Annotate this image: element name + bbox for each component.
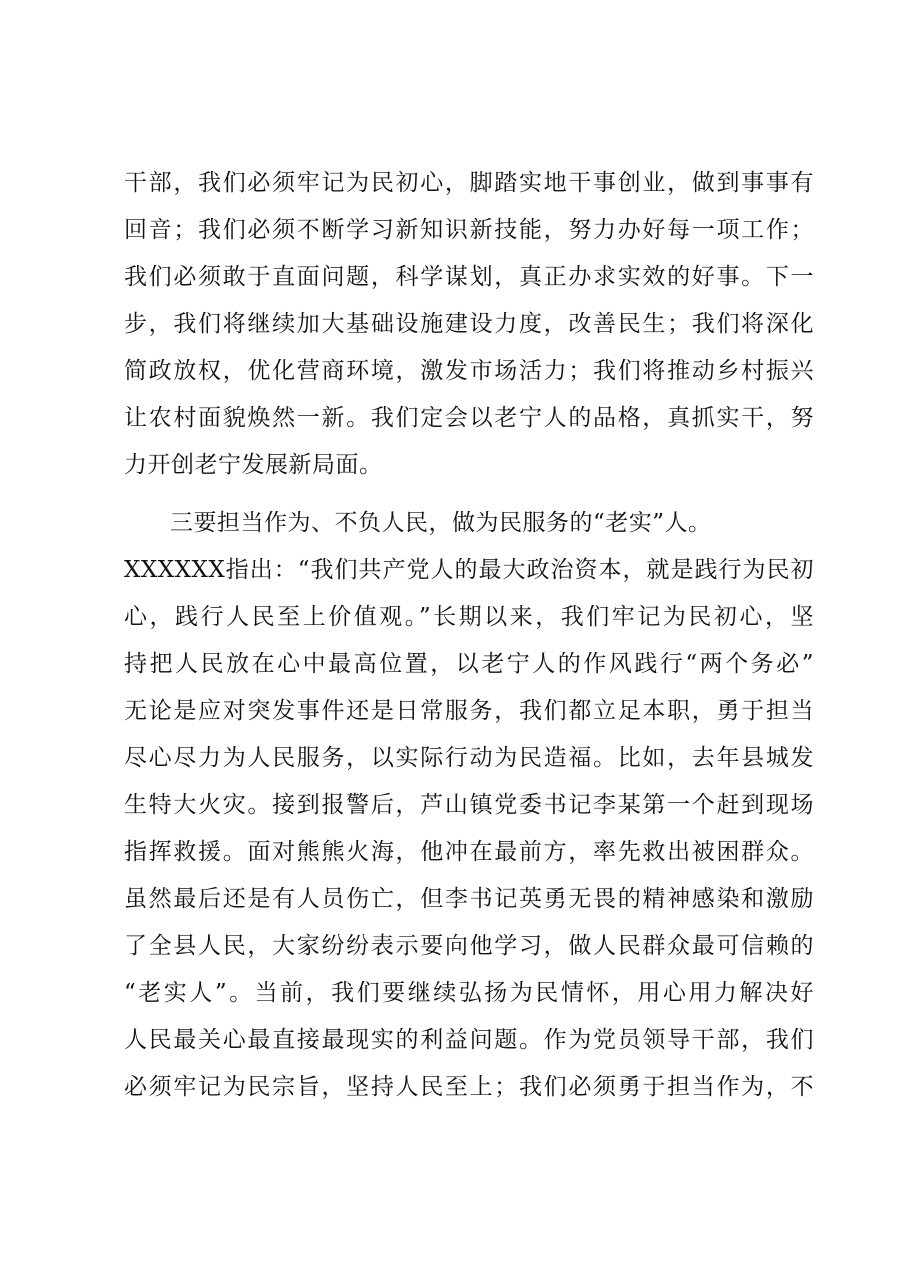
text-line: 让农村面貌焕然一新。我们定会以老宁人的品格，真抓实干，努 (124, 405, 814, 431)
paragraph-three (124, 500, 814, 1111)
text-line: 指挥救援。面对熊熊火海，他冲在最前方，率先救出被困群众。 (124, 839, 814, 865)
text-line: 必须牢记为民宗旨，坚持人民至上；我们必须勇于担当作为，不 (124, 1074, 814, 1100)
text-line: 无论是应对突发事件还是日常服务，我们都立足本职，勇于担当 (124, 698, 814, 724)
text-line: 简政放权，优化营商环境，激发市场活力；我们将推动乡村振兴 (124, 358, 814, 384)
text-line: 力开创老宁发展新局面。 (124, 452, 383, 478)
text-line: 了全县人民，大家纷纷表示要向他学习，做人民群众最可信赖的 (124, 933, 814, 959)
text-line: 回音；我们必须不断学习新知识新技能，努力办好每一项工作； (124, 217, 814, 243)
text-line: 虽然最后还是有人员伤亡，但李书记英勇无畏的精神感染和激励 (124, 886, 814, 912)
text-line: 人民最关心最直接最现实的利益问题。作为党员领导干部，我们 (124, 1027, 814, 1053)
text-line: 生特大火灾。接到报警后，芦山镇党委书记李某第一个赶到现场 (124, 792, 814, 818)
paragraph-heading-line: 三要担当作为、不负人民，做为民服务的“老实”人。 (170, 510, 712, 536)
text-line: 干部，我们必须牢记为民初心，脚踏实地干事创业，做到事事有 (124, 170, 814, 196)
text-line: 心，践行人民至上价值观。”长期以来，我们牢记为民初心，坚 (124, 604, 814, 630)
paragraph-continued (124, 160, 814, 489)
text-line: “老实人”。当前，我们要继续弘扬为民情怀，用心用力解决好 (124, 980, 814, 1006)
text-line: 尽心尽力为人民服务，以实际行动为民造福。比如，去年县城发 (124, 745, 814, 771)
text-line: 步，我们将继续加大基础设施建设力度，改善民生；我们将深化 (124, 311, 814, 337)
text-line: 我们必须敢于直面问题，科学谋划，真正办求实效的好事。下一 (124, 264, 814, 290)
text-line: 持把人民放在心中最高位置，以老宁人的作风践行“两个务必” (124, 651, 814, 677)
text-line: XXXXXX指出：“我们共产党人的最大政治资本，就是践行为民初 (124, 557, 814, 583)
